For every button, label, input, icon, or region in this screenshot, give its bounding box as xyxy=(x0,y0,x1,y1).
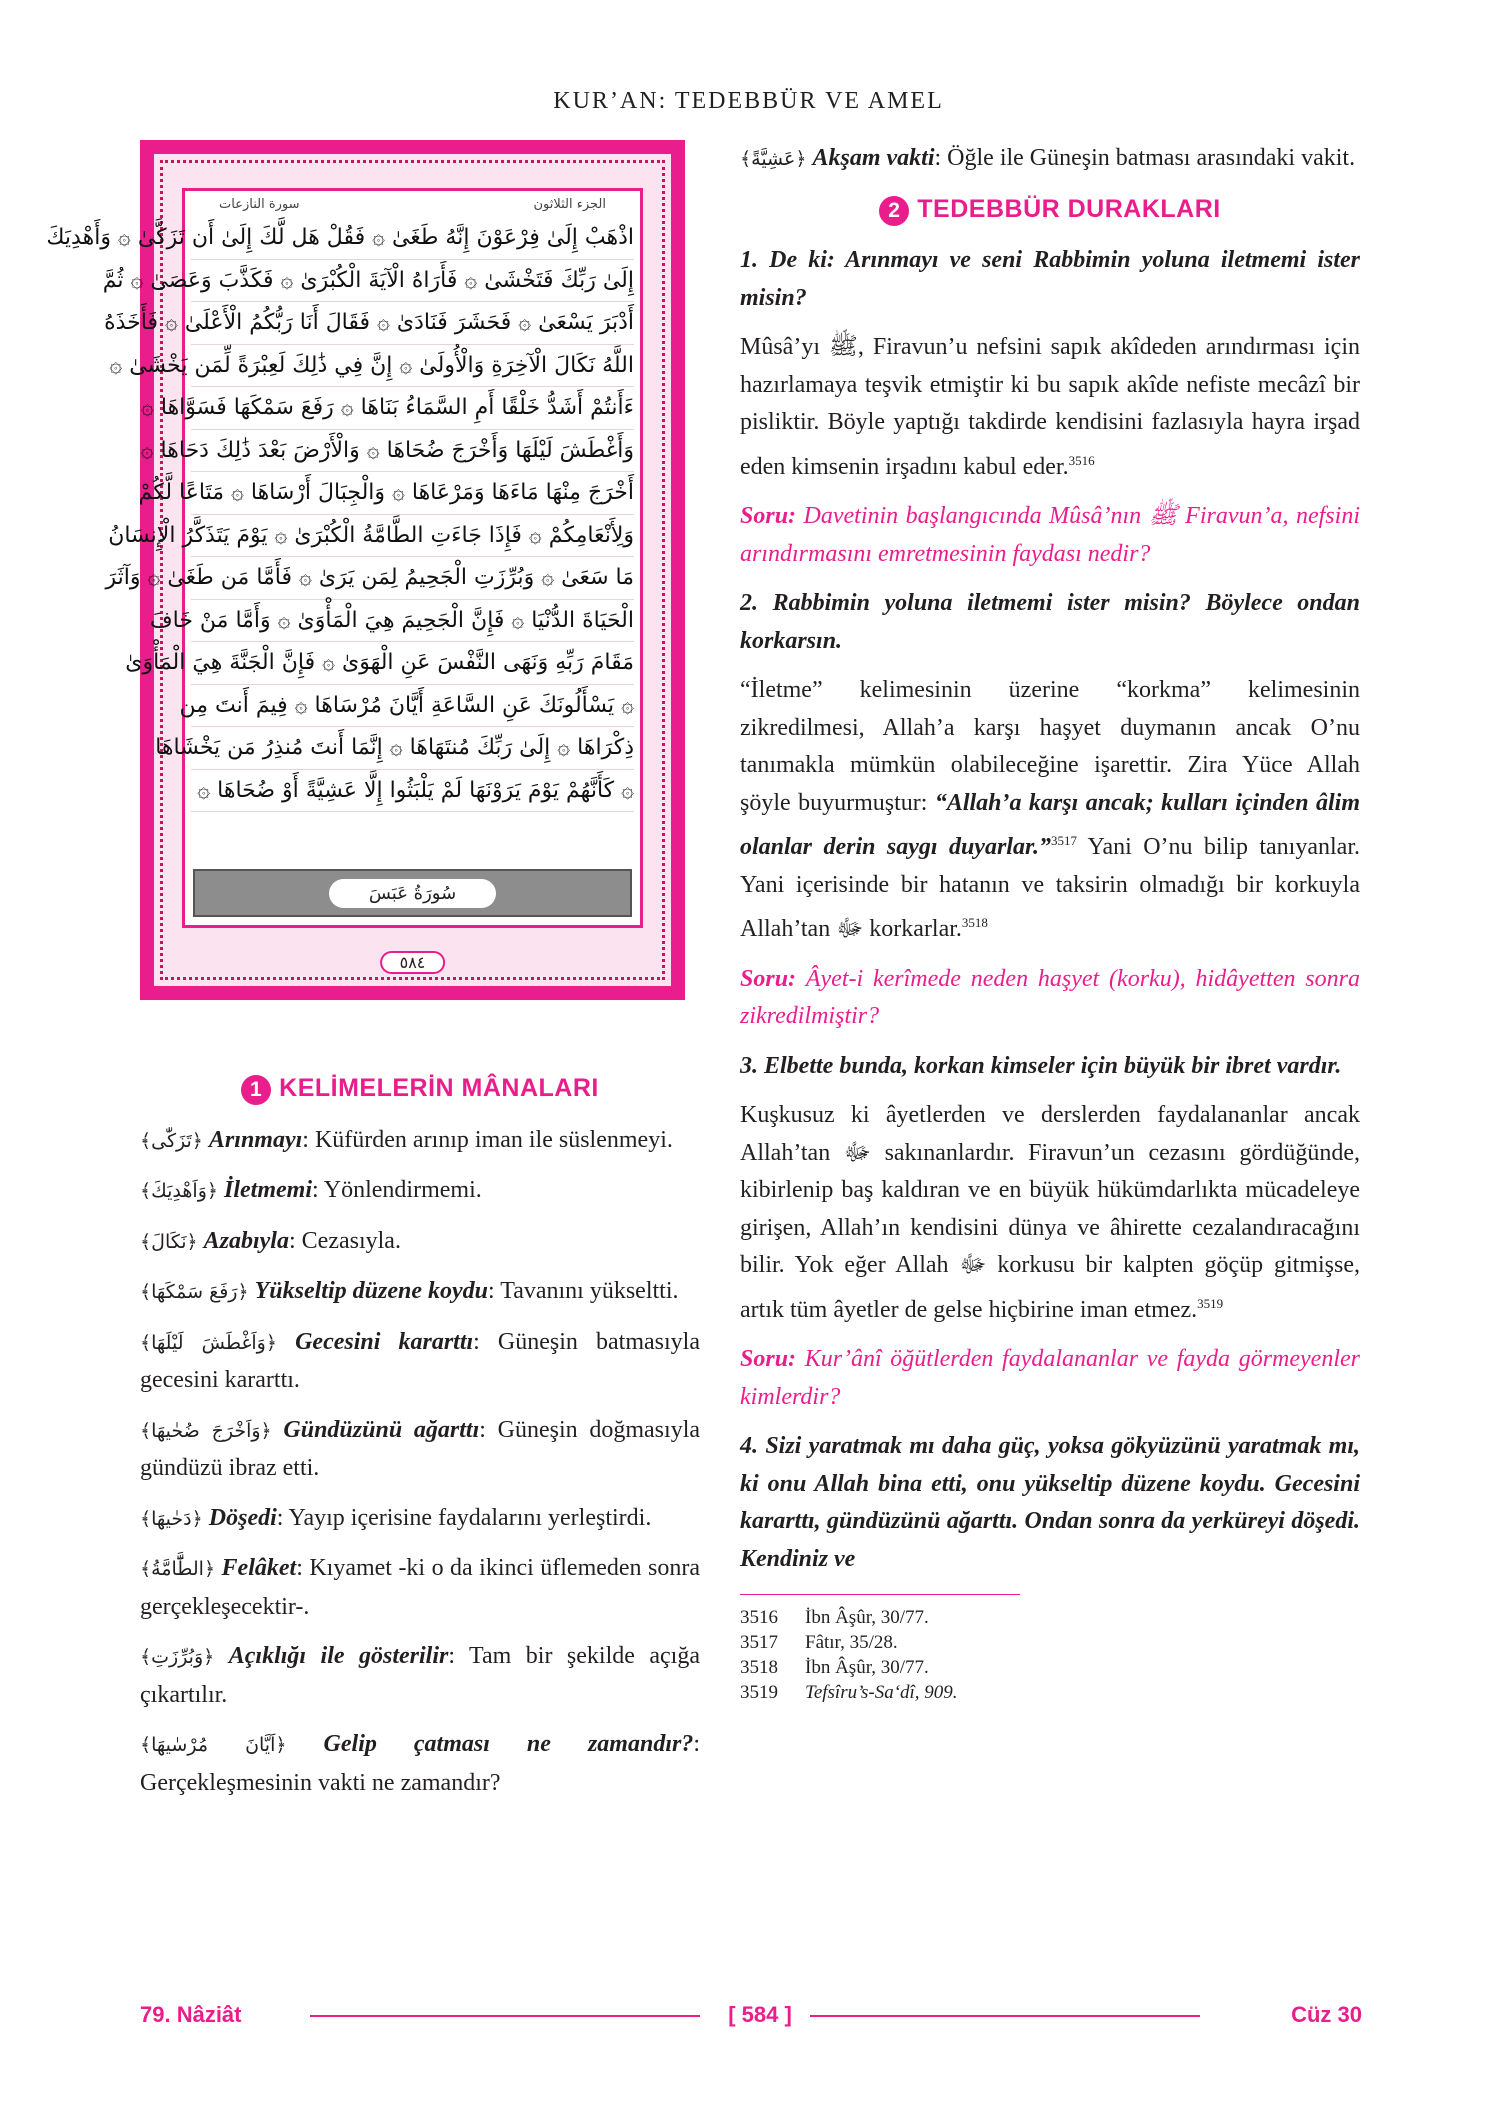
footnote-text: Fâtır, 35/28. xyxy=(805,1632,898,1653)
term: İletmemi xyxy=(224,1177,312,1203)
footer-juz: Cüz 30 xyxy=(1291,2002,1362,2027)
question-2: 2. Rabbimin yoluna iletmemi ister misin? Böylece ondan korkarsın. xyxy=(740,590,1360,654)
arabic-term: ﴿نَكَالَ﴾ xyxy=(140,1230,198,1253)
footnote-number: 3516 xyxy=(740,1607,778,1628)
quran-lines xyxy=(46,217,634,865)
arabic-term: ﴿اَيَّانَ مُرْسٰيهَا﴾ xyxy=(140,1734,287,1756)
definition: : Tavanını yükseltti. xyxy=(487,1278,679,1304)
left-column xyxy=(140,1070,700,1814)
soru-2: Soru: Âyet-i kerîmede neden haşyet (korku), hidâyetten sonra zikredilmiştir? xyxy=(740,965,1360,1029)
glossary-item xyxy=(140,1324,700,1400)
definition: : Küfürden arınıp iman ile süslenmeyi. xyxy=(302,1126,673,1153)
footnote xyxy=(740,1630,1360,1655)
section-number-badge: 1 xyxy=(241,1075,271,1105)
term: Azabıyla xyxy=(203,1227,289,1254)
definition: : Gerçekleşmesinin vakti ne zamandır? xyxy=(140,1731,700,1796)
footnote-ref: 3517 xyxy=(1050,833,1077,848)
quran-line: أَدْبَرَ يَسْعَىٰ ۞ فَحَشَرَ فَنَادَىٰ ۞ فَقَالَ أَنَا رَبُّكُمُ الْأَعْلَىٰ ۞ فَأَخَذَهُ xyxy=(191,302,634,345)
definition: : Cezasıyla. xyxy=(288,1227,401,1254)
term: Felâket xyxy=(221,1555,297,1581)
quran-line: أَخْرَجَ مِنْهَا مَاءَهَا وَمَرْعَاهَا ۞ وَالْجِبَالَ أَرْسَاهَا ۞ مَتَاعًا لَّكُمْ xyxy=(191,472,634,515)
term: Döşedi xyxy=(208,1504,277,1531)
definition: : Tam bir şekilde açığa çıkartılır. xyxy=(140,1643,700,1708)
arabic-term: ﴿وَاَخْرَجَ ضُحٰيهَا﴾ xyxy=(140,1419,272,1442)
glossary-item xyxy=(140,1638,700,1714)
footer-rule xyxy=(810,2015,1200,2017)
quran-line: اللَّهُ نَكَالَ الْآخِرَةِ وَالْأُولَىٰ ۞ إِنَّ فِي ذَٰلِكَ لَعِبْرَةً لِّمَن يَخْشَىٰ ۞ xyxy=(191,345,634,388)
term: Akşam vakti xyxy=(812,145,935,171)
quran-line: مَقَامَ رَبِّهِ وَنَهَى النَّفْسَ عَنِ الْهَوَىٰ ۞ فَإِنَّ الْجَنَّةَ هِيَ الْمَأْوَىٰ xyxy=(191,642,634,685)
juz-label: الجزء الثلاثون xyxy=(533,197,606,212)
footer-sura: 79. Nâziât xyxy=(140,2002,242,2027)
quran-line: وَأَغْطَشَ لَيْلَهَا وَأَخْرَجَ ضُحَاهَا ۞ وَالْأَرْضَ بَعْدَ ذَٰلِكَ دَحَاهَا ۞ xyxy=(191,430,634,473)
definition: : Yayıp içerisine faydalarını yerleştirdi. xyxy=(276,1504,652,1531)
term: Gündüzünü ağarttı xyxy=(283,1416,480,1443)
arabic-term: ﴿دَحٰيهَا﴾ xyxy=(140,1507,203,1530)
quran-line: إِلَىٰ رَبِّكَ فَتَخْشَىٰ ۞ فَأَرَاهُ الْآيَةَ الْكُبْرَىٰ ۞ فَكَذَّبَ وَعَصَىٰ ۞ ثُمَّ xyxy=(191,260,634,303)
definition: : Yönlendirmemi. xyxy=(312,1177,482,1203)
arabic-term: ﴿تَزَكّٰى﴾ xyxy=(140,1129,203,1152)
section-title-kelimeler: 1 KELİMELERİN MÂNALARI xyxy=(140,1070,700,1108)
footer-rule xyxy=(310,2015,700,2017)
arabic-term: ﴿وَاَغْطَشَ لَيْلَهَا﴾ xyxy=(140,1331,277,1354)
definition: : Güneşin doğmasıyla gündüzü ibraz etti. xyxy=(140,1416,701,1481)
footnote-text: İbn Âşûr, 30/77. xyxy=(805,1657,929,1678)
glossary-item xyxy=(140,1550,700,1626)
quran-line: الْحَيَاةَ الدُّنْيَا ۞ فَإِنَّ الْجَحِيمَ هِيَ الْمَأْوَىٰ ۞ وَأَمَّا مَنْ خَافَ xyxy=(191,600,634,643)
glossary-item xyxy=(140,1500,700,1539)
term: Gecesini kararttı xyxy=(295,1328,474,1355)
arabic-term: ﴿عَشِيَّةً﴾ xyxy=(740,148,807,170)
footnote xyxy=(740,1655,1360,1680)
footnote-divider xyxy=(740,1594,1020,1595)
quran-page-head xyxy=(219,197,606,212)
footnote-number: 3517 xyxy=(740,1632,778,1653)
question-4: 4. Sizi yaratmak mı daha güç, yoksa gökyüzünü yaratmak mı, ki onu Allah bina etti, onu yükseltip düzene koydu. Gecesini kararttı, gündüzünü ağarttı. Ondan sonra da yerküreyi döşedi. Kendiniz ve xyxy=(740,1433,1360,1572)
section-title-tedebbur: 2 TEDEBBÜR DURAKLARI xyxy=(740,191,1360,229)
next-sura-title: سُورَةُ عَبَسَ xyxy=(329,879,496,908)
glossary-item xyxy=(140,1172,700,1211)
arabic-term: ﴿رَفَعَ سَمْكَهَا﴾ xyxy=(140,1281,249,1303)
glossary-item xyxy=(140,1223,700,1262)
glossary-item xyxy=(140,1273,700,1312)
glossary-item xyxy=(140,1726,700,1802)
soru-3: Soru: Kur’ânî öğütlerden faydalananlar ve fayda görmeyenler kimlerdir? xyxy=(740,1346,1360,1410)
glossary-list xyxy=(140,1122,700,1803)
term: Yükseltip düzene koydu xyxy=(254,1278,488,1304)
section-number-badge: 2 xyxy=(879,196,909,226)
quran-line: اذْهَبْ إِلَىٰ فِرْعَوْنَ إِنَّهُ طَغَىٰ ۞ فَقُلْ هَل لَّكَ إِلَىٰ أَن تَزَكَّىٰ ۞ وَأَهْدِيَكَ xyxy=(191,217,634,260)
footnotes xyxy=(740,1605,1360,1705)
quran-text-area xyxy=(46,188,643,928)
footnote-text: Tefsîru’s-Sa‘dî, 909. xyxy=(805,1682,958,1703)
footnote-ref: 3516 xyxy=(1068,452,1095,468)
quran-line: وَلِأَنْعَامِكُمْ ۞ فَإِذَا جَاءَتِ الطَّامَّةُ الْكُبْرَىٰ ۞ يَوْمَ يَتَذَكَّرُ الْإِنسَانُ xyxy=(191,515,634,558)
paragraph-1: Mûsâ’yı ﷺ, Firavun’u nefsini sapık akîdeden arındırması için hazırlamaya teşvik etmiştir ki bu sapık akîde nefiste mecâzî bir pisliktir. Böyle yaptığı takdirde kendisini fazlasıyla hayra irşad eden kimsenin irşadını kabul eder.$^{3516}$ xyxy=(740,334,1360,480)
term: Arınmayı xyxy=(208,1126,303,1153)
definition: : Güneşin batmasıyla gecesini kararttı. xyxy=(140,1328,700,1393)
paragraph-3: Kuşkusuz ki âyetlerden ve derslerden faydalananlar ancak Allah’tan ﷻ sakınanlardır. Firavun’un cezasını gördüğünde, kibirlenip baş kaldıran ve en büyük hükümdarlıkta mücadeleye girişen, Allah’ın kendisini dünya ve âhirette cezalandıracağını bilir. Yok eğer Allah ﷻ korkusu bir kalpten göçüp gitmişse, artık tüm âyetler de gelse hiçbirine iman etmez.$^{3519}$ xyxy=(740,1102,1361,1323)
term: Gelip çatması ne zamandır? xyxy=(323,1731,694,1757)
footnote-ref: 3518 xyxy=(961,915,988,930)
quran-page-image xyxy=(46,140,685,1000)
footnote-text: İbn Âşûr, 30/77. xyxy=(805,1607,929,1628)
definition: : Öğle ile Güneşin batması arasındaki vakit. xyxy=(934,145,1356,171)
quran-page-number: ٥٨٤ xyxy=(380,951,446,974)
footnote xyxy=(740,1605,1360,1630)
quran-line: مَا سَعَىٰ ۞ وَبُرِّزَتِ الْجَحِيمُ لِمَن يَرَىٰ ۞ فَأَمَّا مَن طَغَىٰ ۞ وَآثَرَ xyxy=(191,557,634,600)
footnote xyxy=(740,1680,1360,1705)
soru-1: Soru: Davetinin başlangıcında Mûsâ’nın ﷺ Firavun’a, nefsini arındırmasını emretmesinin faydası nedir? xyxy=(740,503,1360,567)
arabic-term: ﴿وَاَهْدِيَكَ﴾ xyxy=(140,1180,219,1202)
quran-line: ۞ كَأَنَّهُمْ يَوْمَ يَرَوْنَهَا لَمْ يَلْبَثُوا إِلَّا عَشِيَّةً أَوْ ضُحَاهَا ۞ xyxy=(191,770,634,813)
quran-line: ءَأَنتُمْ أَشَدُّ خَلْقًا أَمِ السَّمَاءُ بَنَاهَا ۞ رَفَعَ سَمْكَهَا فَسَوَّاهَا ۞ xyxy=(191,387,634,430)
definition: : Kıyamet -ki o da ikinci üflemeden sonra gerçekleşecektir-. xyxy=(140,1555,701,1620)
question-3: 3. Elbette bunda, korkan kimseler için büyük bir ibret vardır. xyxy=(740,1052,1342,1079)
footnote-ref: 3519 xyxy=(1197,1295,1224,1311)
footnote-number: 3519 xyxy=(740,1682,778,1703)
glossary-item xyxy=(740,140,1360,179)
paragraph-2: “İletme” kelimesinin üzerine “korkma” kelimesinin zikredilmesi, Allah’a karşı haşyet duymanın ancak O’nu tanımakla mümkün olabileceğine işarettir. Zira Yüce Allah şöyle buyurmuştur: “Allah’a karşı ancak; kulları içinden âlim olanlar derin saygı duyarlar.”$^{3517}$ Yani O’nu bilip tanıyanlar. Yani içerisinde bir hatanın ve taksirin olmadığı bir korkuyla Allah’tan ﷻ korkarlar.$^{3518}$ xyxy=(740,677,1360,942)
page-footer xyxy=(140,2002,1362,2032)
term: Açıklığı ile gösterilir xyxy=(228,1643,449,1669)
quran-line: ۞ يَسْأَلُونَكَ عَنِ السَّاعَةِ أَيَّانَ مُرْسَاهَا ۞ فِيمَ أَنتَ مِن xyxy=(191,685,634,728)
glossary-item xyxy=(140,1412,700,1488)
quran-line: ذِكْرَاهَا ۞ إِلَىٰ رَبِّكَ مُنتَهَاهَا ۞ إِنَّمَا أَنتَ مُنذِرُ مَن يَخْشَاهَا xyxy=(191,727,634,770)
question-1: 1. De ki: Arınmayı ve seni Rabbimin yoluna iletmemi ister misin? xyxy=(740,247,1360,311)
arabic-term: ﴿الطَّٓامَّةُ﴾ xyxy=(140,1558,216,1580)
footnote-number: 3518 xyxy=(740,1657,778,1678)
glossary-item xyxy=(140,1122,700,1161)
sura-label: سورة النازعات xyxy=(219,197,300,212)
next-sura-banner xyxy=(193,869,632,917)
page-number: [ 584 ] xyxy=(728,2002,792,2027)
running-header: KUR’AN: TEDEBBÜR VE AMEL xyxy=(553,88,944,114)
arabic-term: ﴿وَبُرِّزَتِ﴾ xyxy=(140,1646,215,1668)
quote: “Allah’a karşı ancak; kulları içinden âlim olanlar derin saygı duyarlar.” xyxy=(740,789,1360,860)
right-column xyxy=(740,140,1360,1705)
